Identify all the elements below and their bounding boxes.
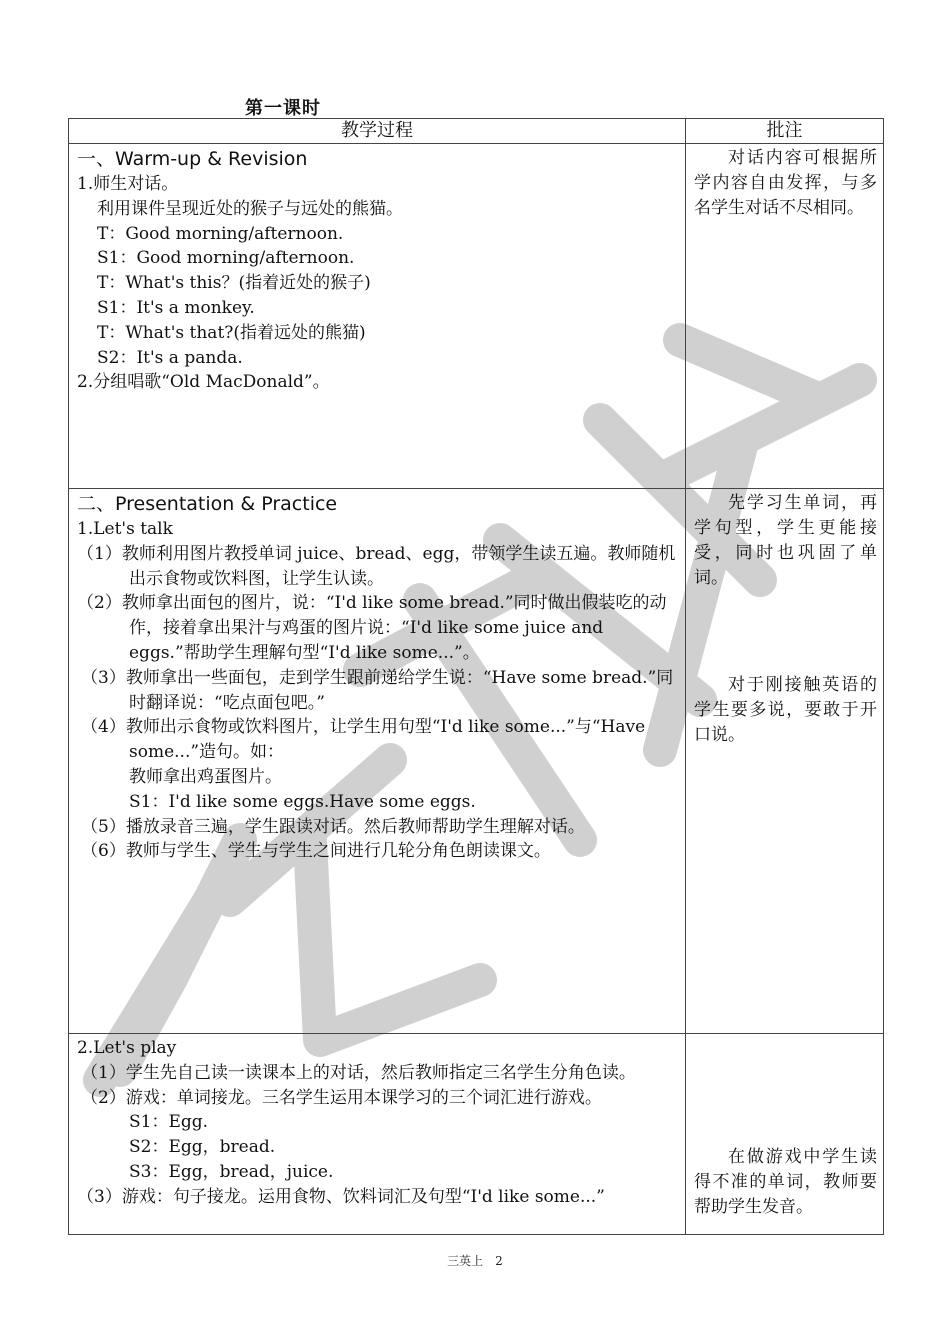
dialog-line: S1：Good morning/afternoon. xyxy=(97,248,355,269)
section2-process-cell xyxy=(69,489,686,1034)
note-text: 在做游戏中学生读得不准的单词，教师要帮助学生发音。 xyxy=(694,1147,877,1217)
note-text: 对于刚接触英语的学生要多说，要敢于开口说。 xyxy=(694,675,877,745)
list-item: （4）教师出示食物或饮料图片，让学生用句型“I'd like some...”与“Have some...”造句。如： xyxy=(81,717,646,763)
text-line: 2.分组唱歌“Old MacDonald”。 xyxy=(77,372,330,393)
lesson-title: 第一课时 xyxy=(245,98,321,119)
dialog-line: S1：Egg. xyxy=(129,1112,209,1133)
section3-process-cell xyxy=(69,1034,686,1235)
text-line: 1.师生对话。 xyxy=(77,174,179,194)
subsection-title: 1.Let's talk xyxy=(77,519,173,539)
section-heading: 二、Presentation & Practice xyxy=(77,493,338,515)
section2-notes-cell xyxy=(686,489,884,1034)
list-item: （1）教师利用图片教授单词 juice、bread、egg，带领学生读五遍。教师随机出示食物或饮料图，让学生认读。 xyxy=(77,543,676,589)
list-item: （3）教师拿出一些面包，走到学生跟前递给学生说：“Have some bread.”同时翻译说：“吃点面包吧。” xyxy=(81,667,674,713)
list-item: （2）教师拿出面包的图片，说：“I'd like some bread.”同时做出假装吃的动作，接着拿出果汁与鸡蛋的图片说：“I'd like some juice and eggs.”帮助学生理解句型“I'd like some...”。 xyxy=(77,593,667,663)
section-heading: 一、Warm-up & Revision xyxy=(77,148,308,170)
table-row xyxy=(69,1034,884,1235)
lesson-plan-table xyxy=(68,118,884,1235)
section1-process-cell xyxy=(69,144,686,489)
subsection-title: 2.Let's play xyxy=(77,1038,177,1058)
example-line: S1：I'd like some eggs.Have some eggs. xyxy=(129,791,476,812)
column-header-notes: 批注 xyxy=(686,119,884,144)
list-item: （6）教师与学生、学生与学生之间进行几轮分角色朗读课文。 xyxy=(81,841,551,862)
column-header-process: 教学过程 xyxy=(69,119,686,144)
dialog-line: S2：Egg，bread. xyxy=(129,1137,276,1158)
page-footer: 三英上 2 xyxy=(447,1254,503,1268)
note-text: 先学习生单词，再学句型，学生更能接受，同时也巩固了单词。 xyxy=(694,493,877,588)
table-row xyxy=(69,489,884,1034)
example-line: 教师拿出鸡蛋图片。 xyxy=(129,766,282,787)
note-text: 对话内容可根据所学内容自由发挥，与多名学生对话不尽相同。 xyxy=(694,148,877,218)
dialog-line: T：What's this？(指着近处的猴子) xyxy=(97,273,371,294)
list-item: （1）学生先自己读一读课本上的对话，然后教师指定三名学生分角色读。 xyxy=(81,1062,636,1083)
dialog-line: S1：It's a monkey. xyxy=(97,297,255,318)
list-item: （2）游戏：单词接龙。三名学生运用本课学习的三个词汇进行游戏。 xyxy=(81,1087,602,1108)
table-header-row xyxy=(69,119,884,144)
note-spacer xyxy=(694,591,877,673)
list-item: （5）播放录音三遍，学生跟读对话。然后教师帮助学生理解对话。 xyxy=(81,816,585,837)
section1-notes-cell xyxy=(686,144,884,489)
table-row xyxy=(69,144,884,489)
dialog-line: S2：It's a panda. xyxy=(97,347,243,368)
list-item: （3）游戏：句子接龙。运用食物、饮料词汇及句型“I'd like some...” xyxy=(77,1186,605,1207)
section3-notes-cell xyxy=(686,1034,884,1235)
dialog-line: T：Good morning/afternoon. xyxy=(97,223,344,244)
dialog-line: S3：Egg，bread，juice. xyxy=(129,1161,334,1182)
text-line: 利用课件呈现近处的猴子与远处的熊猫。 xyxy=(97,198,403,219)
dialog-line: T：What's that?(指着远处的熊猫) xyxy=(97,322,366,343)
